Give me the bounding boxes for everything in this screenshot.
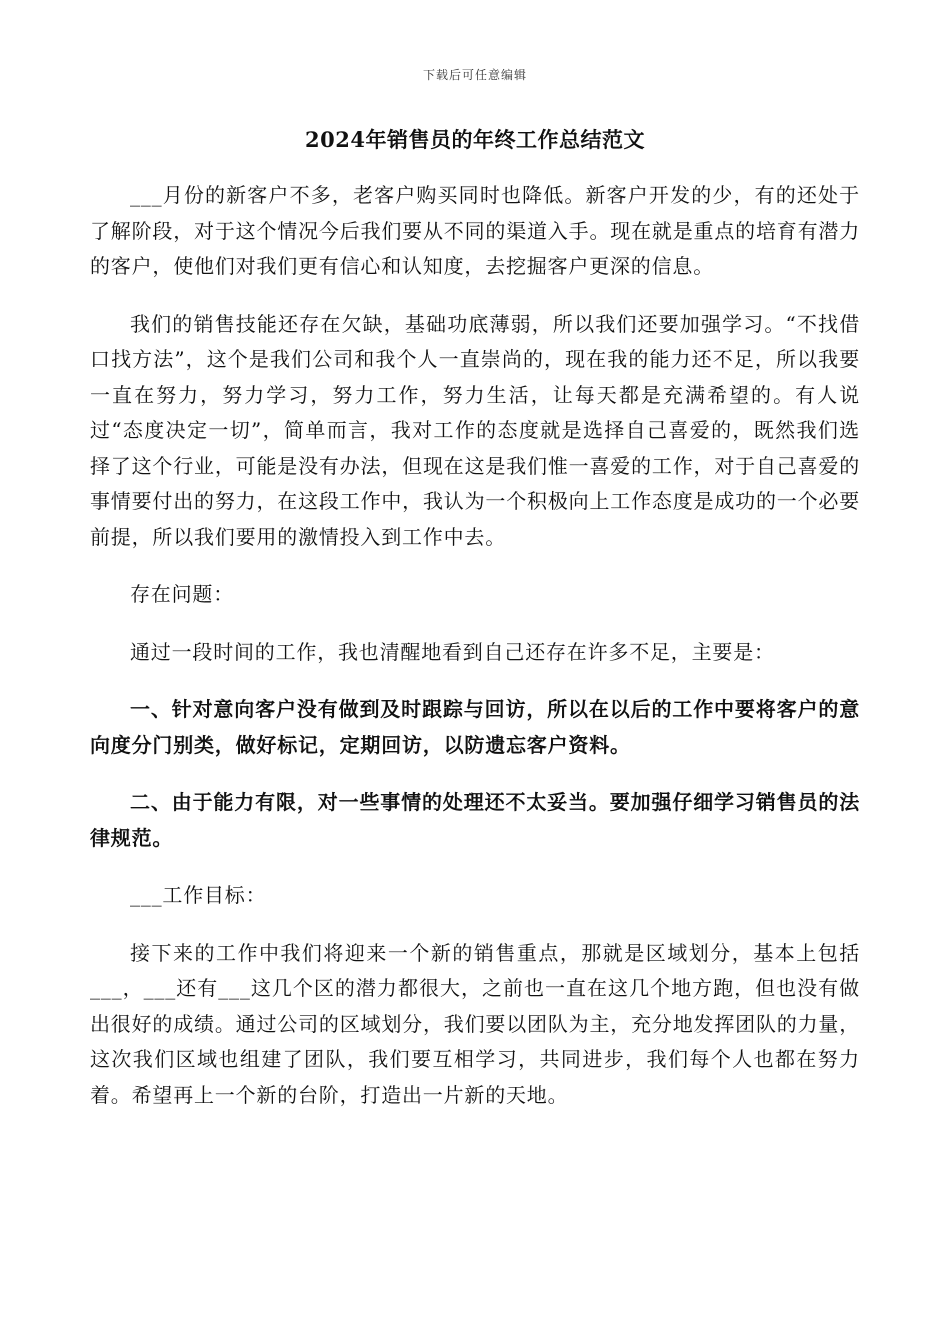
paragraph: 通过一段时间的工作，我也清醒地看到自己还存在许多不足，主要是： (130, 639, 775, 664)
page-header-note: 下载后可任意编辑 (422, 68, 527, 82)
problem-item-1: 一、针对意向客户没有做到及时跟踪与回访，所以在以后的工作中要将客户的意向度分门别类，做好标记，定期回访，以防遗忘客户资料。 (90, 697, 860, 757)
section-heading-goals: ___工作目标： (130, 883, 267, 907)
paragraph: 我们的销售技能还存在欠缺，基础功底薄弱，所以我们还要加强学习。“不找借口找方法”，这个是我们公司和我个人一直崇尚的，现在我的能力还不足，所以我要一直在努力，努力学习，努力工作，努力生活，让每天都是充满希望的。有人说过“态度决定一切”，简单而言，我对工作的态度就是选择自己喜爱的，既然我们选择了这个行业，可能是没有办法，但现在这是我们惟一喜爱的工作，对于自己喜爱的事情要付出的努力，在这段工作中，我认为一个积极向上工作态度是成功的一个必要前提，所以我们要用的激情投入到工作中去。 (90, 311, 860, 549)
document-title: 2024年销售员的年终工作总结范文 (305, 127, 645, 152)
paragraph: ___月份的新客户不多，老客户购买同时也降低。新客户开发的少，有的还处于了解阶段，对于这个情况今后我们要从不同的渠道入手。现在就是重点的培育有潜力的客户，使他们对我们更有信心和认知度，去挖掘客户更深的信息。 (90, 183, 860, 278)
problem-item-2: 二、由于能力有限，对一些事情的处理还不太妥当。要加强仔细学习销售员的法律规范。 (90, 790, 860, 850)
paragraph: 接下来的工作中我们将迎来一个新的销售重点，那就是区域划分，基本上包括___，___还有___这几个区的潜力都很大，之前也一直在这几个地方跑，但也没有做出很好的成绩。通过公司的区域划分，我们要以团队为主，充分地发挥团队的力量，这次我们区域也组建了团队，我们要互相学习，共同进步，我们每个人也都在努力着。希望再上一个新的台阶，打造出一片新的天地。 (90, 940, 860, 1107)
document-body (90, 178, 860, 1135)
section-heading-problems: 存在问题： (130, 582, 234, 606)
